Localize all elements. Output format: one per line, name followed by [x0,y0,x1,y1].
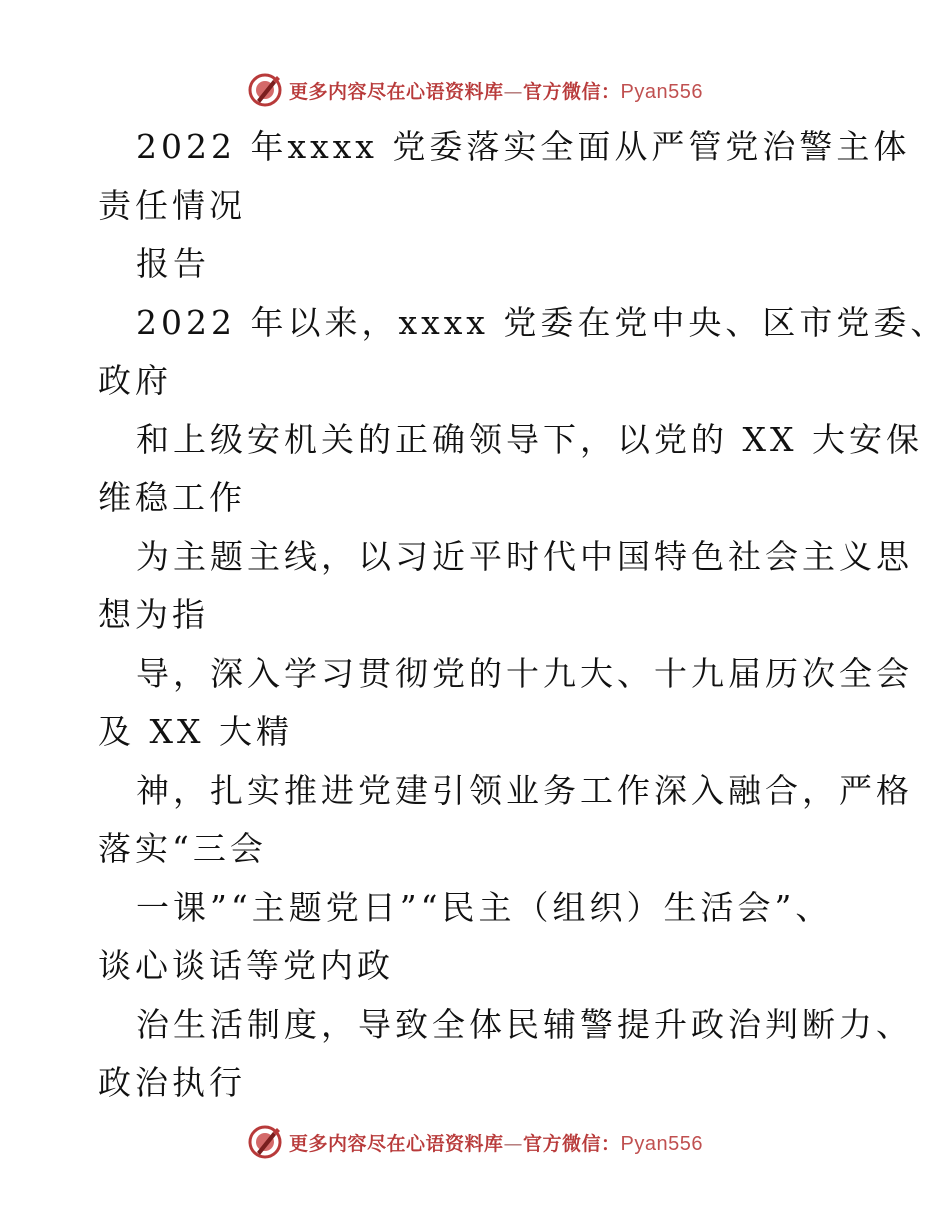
document-line: 报告 [136,244,210,283]
watermark-wechat-label: 官方微信： [523,1132,621,1155]
watermark-main-text: 更多内容尽在心语资料库 [289,1132,504,1155]
document-body [98,118,948,1113]
document-line: 和上级安机关的正确领导下，以党的 XX 大安保 [136,419,923,459]
document-line: 政府 [98,361,172,400]
document-line: 治生活制度，导致全体民辅警提升政治判断力、 [136,1004,913,1044]
document-line: 神，扎实推进党建引领业务工作深入融合，严格 [136,770,913,810]
document-line: 导，深入学习贯彻党的十九大、十九届历次全会 [136,653,913,693]
document-line: 政治执行 [98,1063,246,1102]
document-line: 落实“三会 [98,829,267,868]
document-line: 为主题主线，以习近平时代中国特色社会主义思 [136,536,913,576]
document-line: 想为指 [98,595,209,634]
watermark-wechat-id: Pyan556 [620,80,703,103]
pen-seal-icon [247,1124,283,1160]
footer-watermark [0,1122,950,1162]
document-line: 维稳工作 [98,478,246,517]
document-line: 一课”“主题党日”“民主（组织）生活会”、 [136,887,833,927]
watermark-separator: — [503,80,524,103]
watermark-wechat-label: 官方微信： [523,80,621,103]
watermark-separator: — [503,1132,524,1155]
document-line: 及 XX 大精 [98,712,293,751]
watermark-main-text: 更多内容尽在心语资料库 [289,80,504,103]
pen-seal-icon [247,72,283,108]
document-line: 谈心谈话等党内政 [98,946,394,985]
header-watermark [0,70,950,110]
document-line: 责任情况 [98,185,246,225]
watermark-wechat-id: Pyan556 [620,1132,703,1155]
document-line: 2022 年以来，xxxx 党委在党中央、区市党委、 [136,302,948,342]
document-line: 2022 年xxxx 党委落实全面从严管党治警主体 [136,127,911,166]
